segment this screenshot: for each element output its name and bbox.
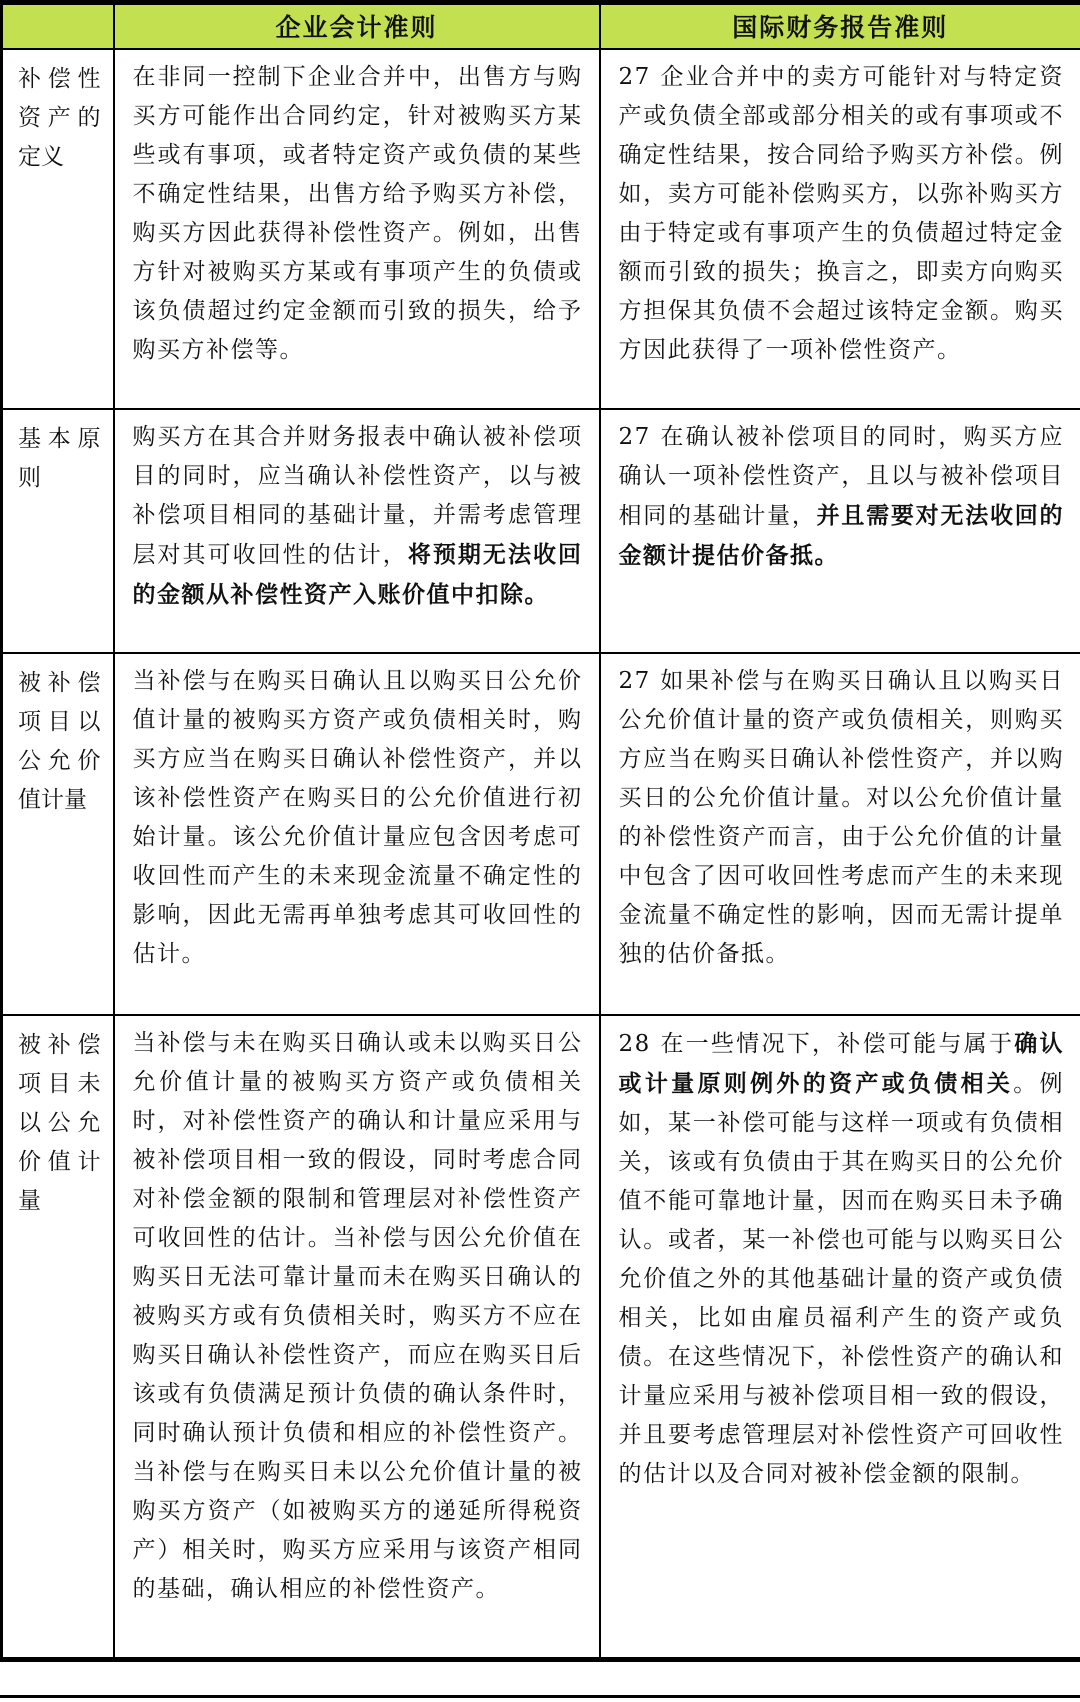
ifrs-cell: 27 企业合并中的卖方可能针对与特定资产或负债全部或部分相关的或有事项或不确定性结果，按合同给予购买方补偿。例如，卖方可能补偿购买方，以弥补购买方由于特定或有事项产生的负债超过特定金额而引致的损失；换言之，即卖方向购买方担保其负债不会超过该特定金额。购买方因此获得了一项补偿性资产。 (600, 49, 1080, 409)
ifrs-cell: 27 在确认被补偿项目的同时，购买方应确认一项补偿性资产，且以与被补偿项目相同的基础计量，并且需要对无法收回的金额计提估价备抵。 (600, 409, 1080, 653)
table-row-not-fair-value-measured (2, 1015, 1080, 1660)
ifrs-cell: 28 在一些情况下，补偿可能与属于确认或计量原则例外的资产或负债相关。例如，某一补偿可能与这样一项或有负债相关，该或有负债由于其在购买日的公允价值不能可靠地计量，因而在购买日未予确认。或者，某一补偿也可能与以购买日公允价值之外的其他基础计量的资产或负债相关，比如由雇员福利产生的资产或负债。在这些情况下，补偿性资产的确认和计量应采用与被补偿项目相一致的假设，并且要考虑管理层对补偿性资产可回收性的估计以及合同对被补偿金额的限制。 (600, 1015, 1080, 1660)
table-row-basic-principle (2, 409, 1080, 653)
cas-cell: 当补偿与未在购买日确认或未以购买日公允价值计量的被购买方资产或负债相关时，对补偿性资产的确认和计量应采用与被补偿项目相一致的假设，同时考虑合同对补偿金额的限制和管理层对补偿性资产可收回性的估计。当补偿与因公允价值在购买日无法可靠计量而未在购买日确认的被购买方或有负债相关时，购买方不应在购买日确认补偿性资产，而应在购买日后该或有负债满足预计负债的确认条件时，同时确认预计负债和相应的补偿性资产。当补偿与在购买日未以公允价值计量的被购买方资产（如被购买方的递延所得税资产）相关时，购买方应采用与该资产相同的基础，确认相应的补偿性资产。 (114, 1015, 600, 1660)
row-label: 被补偿项目以公允价值计量 (2, 653, 114, 1015)
ifrs-cell: 27 如果补偿与在购买日确认且以购买日公允价值计量的资产或负债相关，则购买方应当在购买日确认补偿性资产，并以购买日的公允价值计量。对以公允价值计量的补偿性资产而言，由于公允价值的计量中包含了因可收回性考虑而产生的未来现金流量不确定性的影响，因而无需计提单独的估价备抵。 (600, 653, 1080, 1015)
header-cell-cas: 企业会计准则 (114, 3, 600, 49)
header-cell-empty (2, 3, 114, 49)
header-row (2, 3, 1080, 49)
page-bottom-rule (0, 1695, 1080, 1698)
table-row-fair-value-measured (2, 653, 1080, 1015)
cas-cell: 购买方在其合并财务报表中确认被补偿项目的同时，应当确认补偿性资产，以与被补偿项目相同的基础计量，并需考虑管理层对其可收回性的估计，将预期无法收回的金额从补偿性资产入账价值中扣除。 (114, 409, 600, 653)
row-label: 补偿性资产的定义 (2, 49, 114, 409)
row-label: 被补偿项目未以公允价值计量 (2, 1015, 114, 1660)
table-row-definition (2, 49, 1080, 409)
cas-cell: 在非同一控制下企业合并中，出售方与购买方可能作出合同约定，针对被购买方某些或有事项，或者特定资产或负债的某些不确定性结果，出售方给予购买方补偿，购买方因此获得补偿性资产。例如，出售方针对被购买方某或有事项产生的负债或该负债超过约定金额而引致的损失，给予购买方补偿等。 (114, 49, 600, 409)
header-cell-ifrs: 国际财务报告准则 (600, 3, 1080, 49)
cas-cell: 当补偿与在购买日确认且以购买日公允价值计量的被购买方资产或负债相关时，购买方应当在购买日确认补偿性资产，并以该补偿性资产在购买日的公允价值进行初始计量。该公允价值计量应包含因考虑可收回性而产生的未来现金流量不确定性的影响，因此无需再单独考虑其可收回性的估计。 (114, 653, 600, 1015)
row-label: 基本原则 (2, 409, 114, 653)
